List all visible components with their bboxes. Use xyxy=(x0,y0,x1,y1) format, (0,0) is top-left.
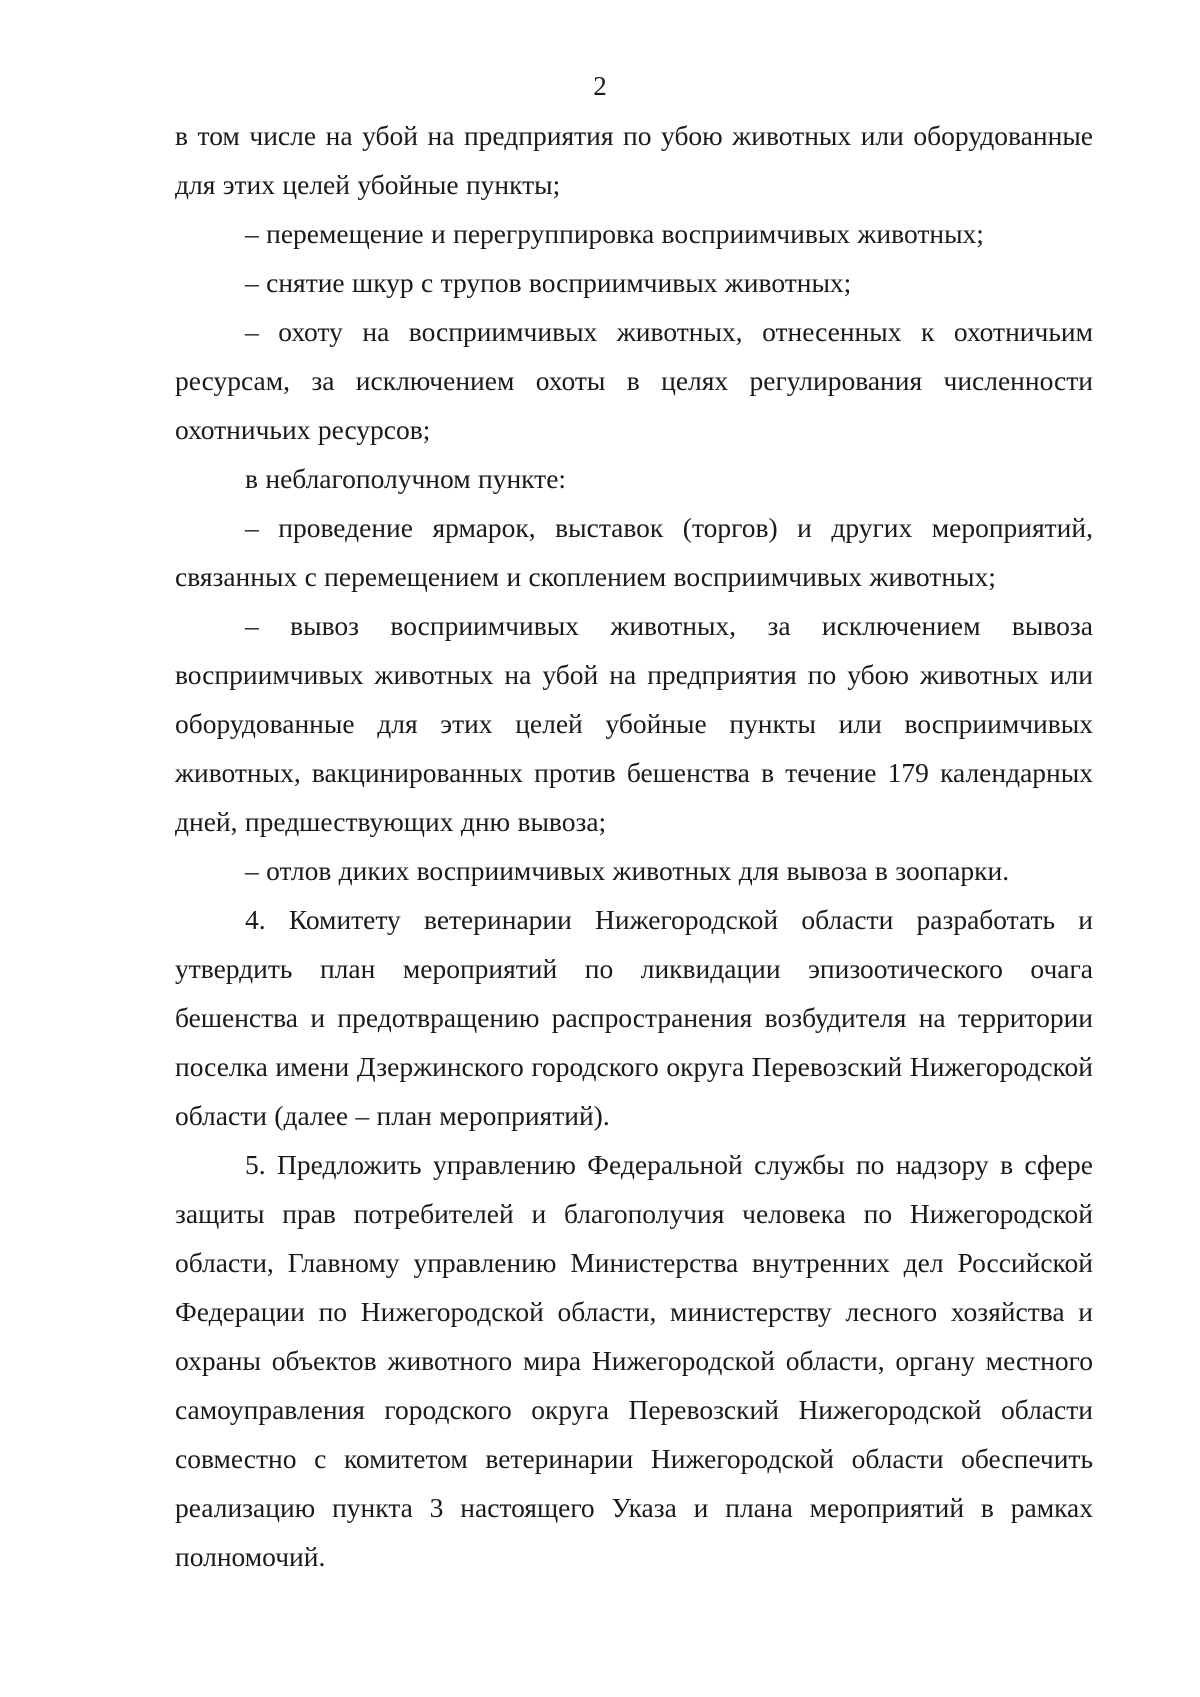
paragraph-item-capture: – отлов диких восприимчивых животных для вывоза в зоопарки. xyxy=(245,855,1010,886)
paragraph-item-skinning: – снятие шкур с трупов восприимчивых животных; xyxy=(245,267,852,298)
paragraph-section-5: 5. Предложить управлению Федеральной службы по надзору в сфере защиты прав потребителей и благополучия человека по Нижегородской области, Главному управлению Министерства внутренних дел Российской Федерации по Нижегородской области, министерству лесного хозяйства и охраны объектов животного мира Нижегородской области, органу местного самоуправления городского округа Перевозский Нижегородской области совместно с комитетом ветеринарии Нижегородской области обеспечить реализацию пункта 3 настоящего Указа и плана мероприятий в рамках полномочий. xyxy=(175,1149,1093,1572)
page-number: 2 xyxy=(593,71,607,101)
paragraph-item-export: – вывоз восприимчивых животных, за исключением вывоза восприимчивых животных на убой на предприятия по убою животных или оборудованные для этих целей убойные пункты или восприимчивых животных, вакцинированных против бешенства в течение 179 календарных дней, предшествующих дню вывоза; xyxy=(175,610,1093,837)
paragraph-item-fairs: – проведение ярмарок, выставок (торгов) и других мероприятий, связанных с перемещением и скоплением восприимчивых животных; xyxy=(175,512,1093,592)
paragraph-item-hunting: – охоту на восприимчивых животных, отнесенных к охотничьим ресурсам, за исключением охоты в целях регулирования численности охотничьих ресурсов; xyxy=(175,316,1093,445)
paragraph-item-relocation: – перемещение и перегруппировка восприимчивых животных; xyxy=(245,218,984,249)
paragraph-section-4: 4. Комитету ветеринарии Нижегородской области разработать и утвердить план мероприятий по ликвидации эпизоотического очага бешенства и предотвращению распространения возбудителя на территории поселка имени Дзержинского городского округа Перевозский Нижегородской области (далее – план мероприятий). xyxy=(175,904,1093,1131)
document-body xyxy=(175,111,1093,1581)
paragraph-continuation: в том числе на убой на предприятия по убою животных или оборудованные для этих целей убойные пункты; xyxy=(175,120,1093,200)
paragraph-heading-affected-point: в неблагополучном пункте: xyxy=(245,463,567,494)
